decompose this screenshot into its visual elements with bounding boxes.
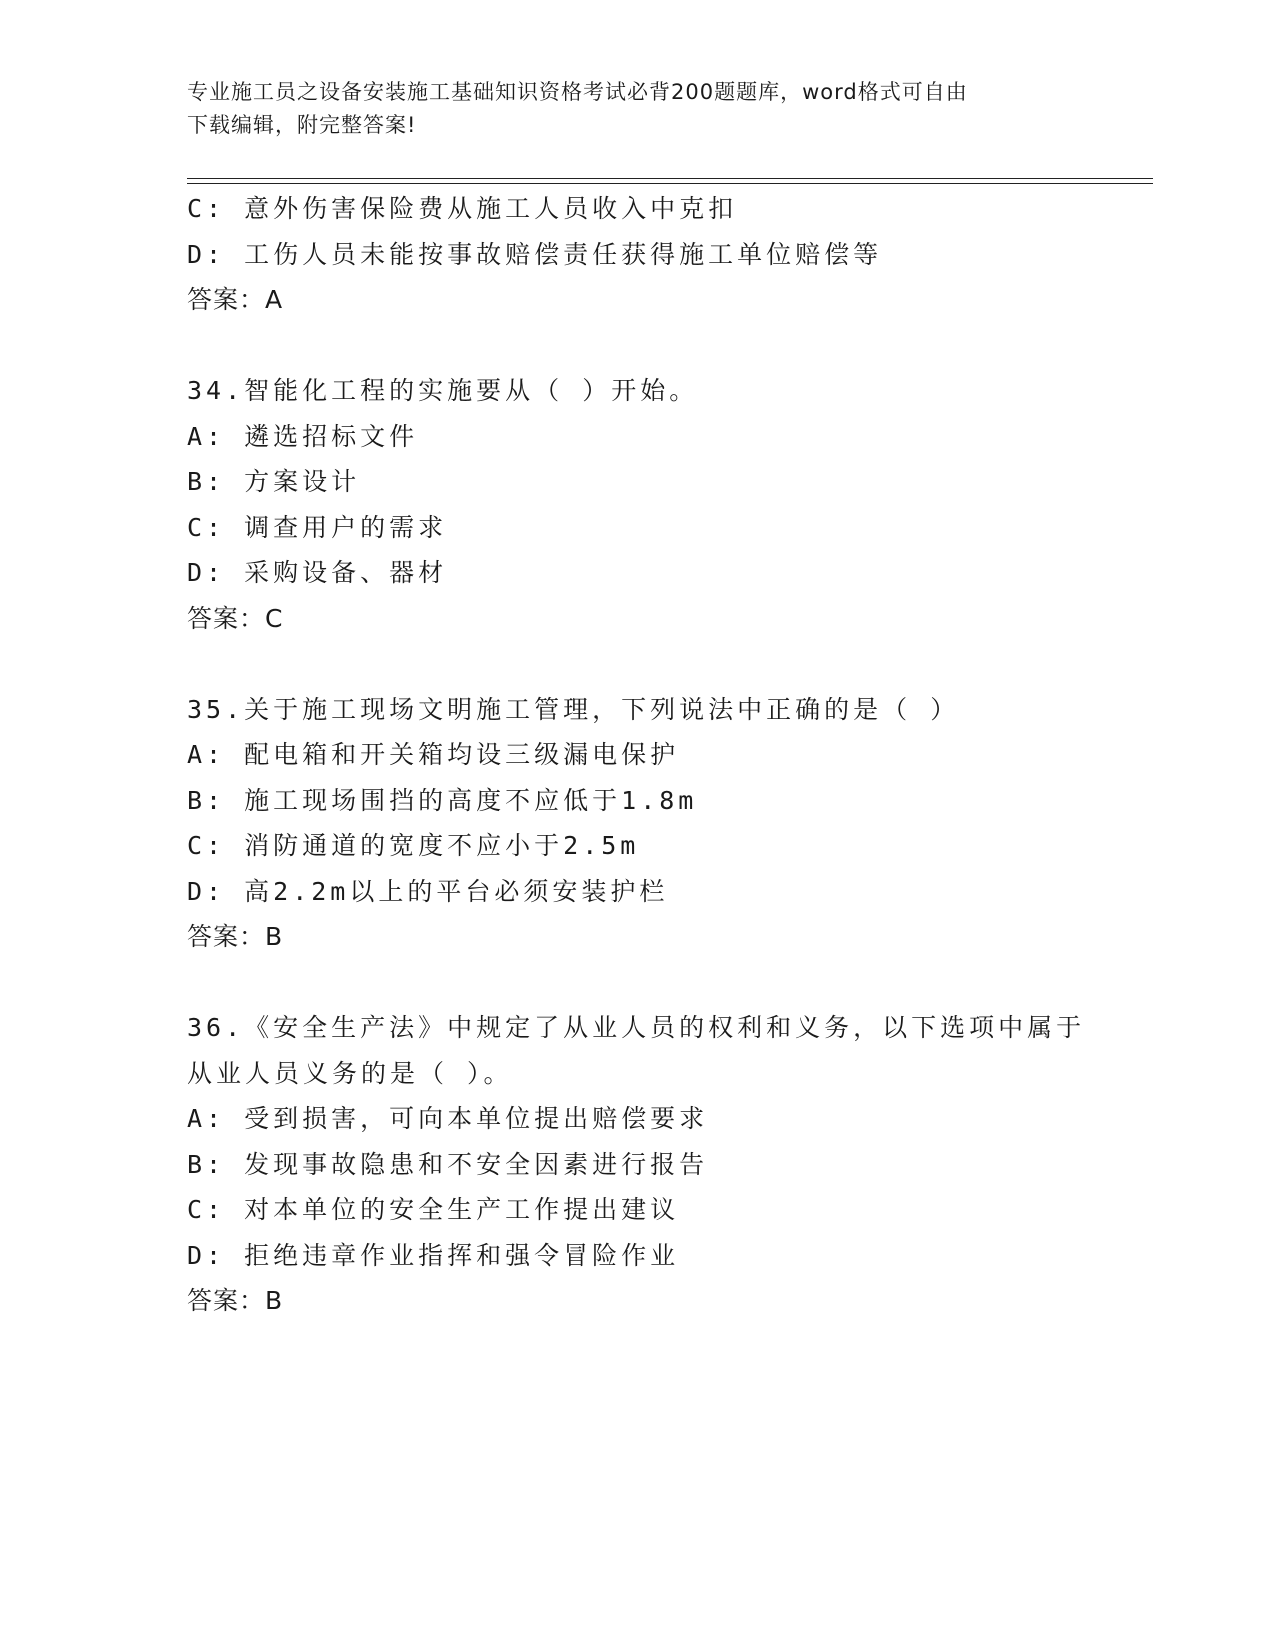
answer: 答案：B xyxy=(187,1286,284,1315)
question-36 xyxy=(187,1005,1127,1324)
document-header xyxy=(187,76,1067,142)
option-c: C: 调查用户的需求 xyxy=(187,512,448,542)
option-c: C: 对本单位的安全生产工作提出建议 xyxy=(187,1195,680,1224)
question-stem-line-1: 36.《安全生产法》中规定了从业人员的权利和义务，以下选项中属于 xyxy=(187,1013,1086,1042)
option-b: B: 方案设计 xyxy=(187,467,361,496)
question-stem-line-2: 从业人员义务的是（ ）。 xyxy=(187,1058,513,1088)
answer: 答案：C xyxy=(187,603,284,633)
header-divider-top xyxy=(187,178,1153,179)
option-d: D: 采购设备、器材 xyxy=(187,558,448,587)
question-list xyxy=(187,186,1127,1324)
option-c: C: 意外伤害保险费从施工人员收入中克扣 xyxy=(187,194,738,223)
option-d: D: 工伤人员未能按事故赔偿责任获得施工单位赔偿等 xyxy=(187,239,883,269)
question-35 xyxy=(187,687,1127,960)
option-c: C: 消防通道的宽度不应小于2.5m xyxy=(187,831,640,860)
header-line-2: 下载编辑，附完整答案! xyxy=(187,113,417,137)
header-divider-bottom xyxy=(187,183,1153,184)
question-stem: 34.智能化工程的实施要从（ ）开始。 xyxy=(187,376,699,405)
answer: 答案：A xyxy=(187,285,284,314)
option-a: A: 遴选招标文件 xyxy=(187,421,419,451)
option-a: A: 受到损害，可向本单位提出赔偿要求 xyxy=(187,1104,709,1133)
question-33-continued xyxy=(187,186,1127,323)
spacer xyxy=(187,960,1127,1006)
option-a: A: 配电箱和开关箱均设三级漏电保护 xyxy=(187,740,680,769)
header-line-1: 专业施工员之设备安装施工基础知识资格考试必背200题题库，word格式可自由 xyxy=(187,80,968,104)
spacer xyxy=(187,641,1127,687)
question-34 xyxy=(187,368,1127,641)
option-b: B: 发现事故隐患和不安全因素进行报告 xyxy=(187,1149,709,1179)
answer: 答案：B xyxy=(187,922,284,951)
spacer xyxy=(187,323,1127,369)
option-d: D: 拒绝违章作业指挥和强令冒险作业 xyxy=(187,1240,680,1270)
option-b: B: 施工现场围挡的高度不应低于1.8m xyxy=(187,785,698,815)
question-stem: 35.关于施工现场文明施工管理，下列说法中正确的是（ ） xyxy=(187,694,960,724)
option-d: D: 高2.2m以上的平台必须安装护栏 xyxy=(187,876,669,906)
